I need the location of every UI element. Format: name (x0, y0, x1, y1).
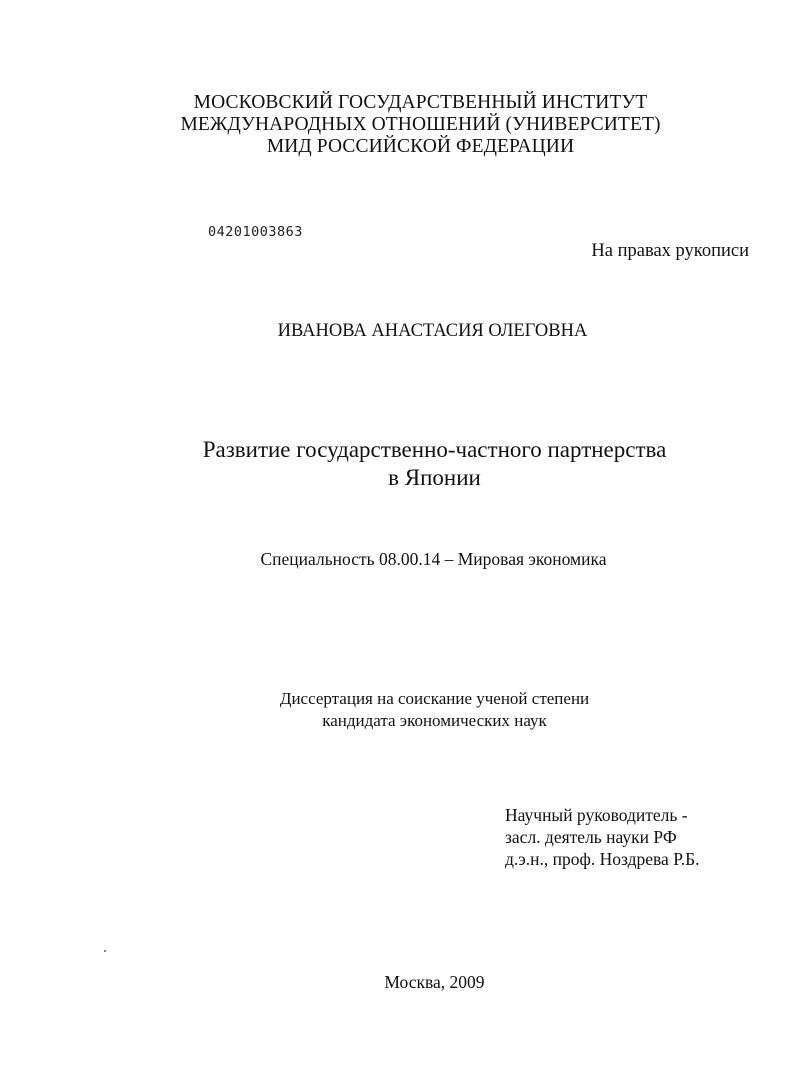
dissertation-title (0, 436, 793, 492)
specialty (0, 549, 793, 570)
supervisor-line-2: засл. деятель науки РФ (505, 827, 677, 847)
title-line-1: Развитие государственно-частного партнерства (202, 437, 667, 462)
institution-line-1: МОСКОВСКИЙ ГОСУДАРСТВЕННЫЙ ИНСТИТУТ (193, 92, 648, 113)
author-name (0, 321, 793, 342)
city-year (0, 972, 793, 993)
degree-line-2: кандидата экономических наук (322, 711, 547, 730)
scan-speck (104, 950, 106, 952)
institution-header (0, 92, 793, 158)
supervisor-block (505, 804, 700, 870)
supervisor-line-3: д.э.н., проф. Ноздрева Р.Б. (505, 849, 700, 869)
specialty-text: Специальность 08.00.14 – Мировая экономика (260, 549, 607, 569)
degree-statement (0, 688, 793, 732)
library-stamp-code: 04201003863 (208, 224, 303, 240)
title-line-2: в Японии (388, 465, 481, 490)
institution-line-3: МИД РОССИЙСКОЙ ФЕДЕРАЦИИ (266, 136, 575, 157)
city-year-text: Москва, 2009 (384, 972, 485, 992)
degree-line-1: Диссертация на соискание ученой степени (279, 689, 590, 708)
supervisor-line-1: Научный руководитель - (505, 805, 688, 825)
author-name-text: ИВАНОВА АНАСТАСИЯ ОЛЕГОВНА (277, 321, 588, 341)
institution-line-2: МЕЖДУНАРОДНЫХ ОТНОШЕНИЙ (УНИВЕРСИТЕТ) (180, 114, 661, 135)
rights-note: На правах рукописи (591, 241, 749, 261)
